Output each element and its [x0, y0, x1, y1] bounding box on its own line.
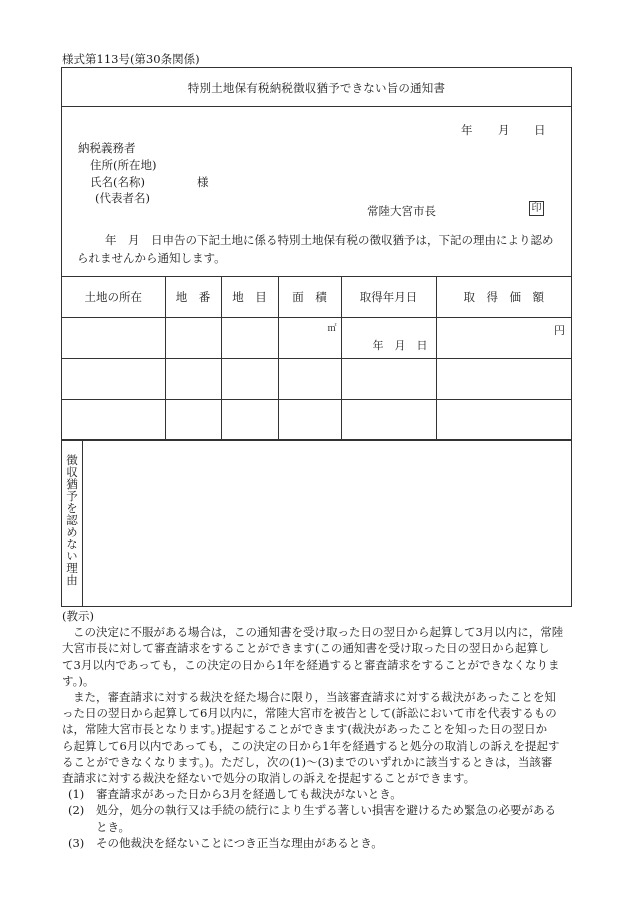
lot-number-cell[interactable] [165, 400, 221, 441]
date-placeholder: 年 月 日 [372, 339, 428, 352]
price-unit: 円 [554, 324, 565, 337]
item-number: (2) [68, 803, 85, 818]
item-number: (3) [68, 835, 85, 850]
table-row [62, 400, 571, 441]
acquisition-date-cell[interactable] [341, 318, 436, 359]
notice-form [61, 67, 572, 607]
para2-line: は，常陸大宮市長となります。)提起することができます(裁決があったことを知った日の翌日か [62, 722, 548, 737]
date-year-label: 年 [461, 123, 473, 137]
representative-label: (代表者名) [95, 191, 150, 205]
notice-line2: られませんから通知します。 [77, 251, 226, 265]
para2-line: ることができなくなります。)。ただし，次の(1)～(3)までのいずれかに該当するときは，当該審 [62, 754, 553, 769]
instruction-item-3 [62, 835, 582, 851]
para1-line: て3月以内であっても，この決定の日から1年を経過すると審査請求をすることができなくなりま [62, 657, 560, 672]
reason-section [62, 439, 571, 607]
acquisition-price-cell[interactable] [436, 318, 571, 359]
location-cell[interactable] [62, 318, 165, 359]
item-text: 処分，処分の執行又は手続の続行により生ずる著しい損害を避けるため緊急の必要がある [96, 803, 556, 818]
name-label: 氏名(名称) [90, 175, 145, 189]
area-cell[interactable] [278, 359, 341, 400]
item-text: その他裁決を経ないことにつき正当な理由があるとき。 [96, 835, 383, 850]
reason-label-cell [62, 440, 83, 607]
header-land-category: 地 目 [221, 276, 278, 318]
notice-line1: 申告の下記土地に係る特別土地保有税の徴収猶予は，下記の理由により認め [162, 233, 554, 247]
issuer-name: 常陸大宮市長 [367, 204, 436, 218]
land-table [62, 276, 571, 441]
para2-line: また，審査請求に対する裁決を経た場合に限り，当該審査請求に対する裁決があったことを知 [73, 690, 556, 705]
form-number: 様式第113号(第30条関係) [62, 52, 200, 66]
acquisition-price-cell[interactable] [436, 400, 571, 441]
header-area: 面 積 [278, 276, 341, 318]
date-month-label: 月 [498, 123, 510, 137]
item-number: (1) [68, 787, 85, 802]
date-day-label: 日 [534, 123, 546, 137]
land-category-cell[interactable] [221, 318, 278, 359]
header-lot-number: 地 番 [165, 276, 221, 318]
title-row [62, 68, 571, 107]
location-cell[interactable] [62, 400, 165, 441]
lot-number-cell[interactable] [165, 359, 221, 400]
reason-label: 徴収猶予を認めない理由 [65, 454, 79, 586]
instruction-para1 [62, 624, 582, 689]
instruction-item-1 [62, 786, 582, 802]
area-unit: ㎡ [327, 324, 337, 334]
acquisition-date-cell[interactable] [341, 400, 436, 441]
instruction-para2 [62, 689, 582, 786]
para1-line: 大宮市長に対して審査請求をすることができます(この通知書を受け取った日の翌日から起算し [62, 641, 550, 656]
area-cell[interactable] [278, 318, 341, 359]
para2-line: った日の翌日から起算して6月以内に，常陸大宮市を被告として(訴訟において市を代表するもの [62, 706, 557, 721]
instruction-item-2 [62, 802, 582, 834]
location-cell[interactable] [62, 359, 165, 400]
taxpayer-heading: 納税義務者 [78, 141, 136, 155]
honorific-label: 様 [197, 175, 209, 189]
table-row [62, 359, 571, 400]
notice-text [77, 231, 562, 267]
table-row [62, 318, 571, 359]
item-text: 審査請求があった日から3月を経過しても裁決がないとき。 [96, 787, 402, 802]
land-category-cell[interactable] [221, 359, 278, 400]
header-acquisition-date: 取得年月日 [341, 276, 436, 318]
seal-mark: 印 [529, 201, 544, 216]
land-category-cell[interactable] [221, 400, 278, 441]
reason-content-area[interactable] [83, 440, 571, 607]
acquisition-date-cell[interactable] [341, 359, 436, 400]
header-acquisition-price: 取 得 価 額 [436, 276, 571, 318]
area-cell[interactable] [278, 400, 341, 441]
para1-line: この決定に不服がある場合は，この通知書を受け取った日の翌日から起算して3月以内に，常陸 [73, 625, 564, 640]
form-title: 特別土地保有税納税徴収猶予できない旨の通知書 [187, 81, 446, 95]
item-text-continued: とき。 [96, 819, 131, 834]
header-section [62, 106, 571, 277]
address-label: 住所(所在地) [90, 158, 157, 172]
para2-line: ら起算して6月以内であっても，この決定の日から1年を経過すると処分の取消しの訴えを提起す [62, 738, 560, 753]
instruction-section [62, 608, 582, 851]
lot-number-cell[interactable] [165, 318, 221, 359]
acquisition-price-cell[interactable] [436, 359, 571, 400]
para1-line: す。)。 [62, 673, 95, 688]
notice-date-part: 年 月 日 [105, 233, 163, 247]
table-header-row [62, 276, 571, 318]
para2-line: 査請求に対する裁決を経ないで処分の取消しの訴えを提起することができます。 [62, 771, 476, 786]
header-location: 土地の所在 [62, 276, 165, 318]
instruction-heading: (教示) [62, 609, 94, 623]
